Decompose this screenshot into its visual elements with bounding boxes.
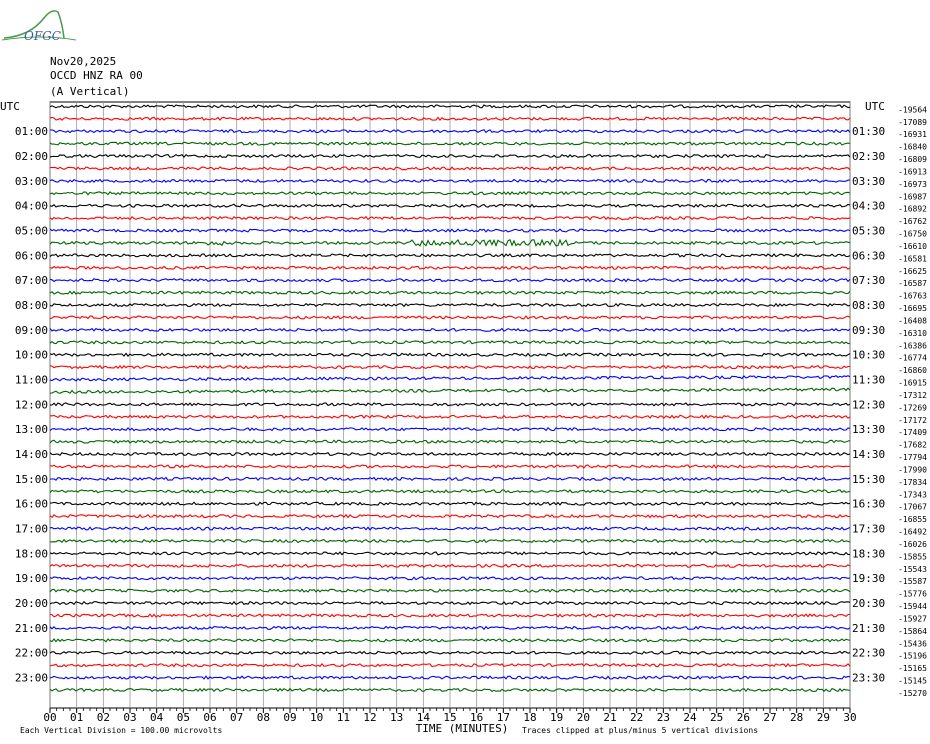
trace-offset-value: -17682 <box>898 440 927 450</box>
left-hour-label: 09:00 <box>14 323 48 337</box>
left-hour-label: 05:00 <box>14 224 48 238</box>
right-hour-label: 03:30 <box>852 174 886 188</box>
left-hour-label: 18:00 <box>14 547 48 561</box>
x-tick-label: 05 <box>176 711 190 724</box>
x-tick-label: 03 <box>123 711 137 724</box>
trace-offset-value: -16913 <box>898 167 927 177</box>
scale-note: Each Vertical Division = 100.00 microvolts <box>20 726 223 735</box>
trace-offset-value: -17067 <box>898 502 927 512</box>
trace-offset-value: -16860 <box>898 366 927 376</box>
right-hour-label: 21:30 <box>852 621 886 635</box>
trace-offset-value: -16695 <box>898 304 927 314</box>
trace-offset-value: -17312 <box>898 390 927 400</box>
trace-offset-value: -16892 <box>898 204 927 214</box>
x-tick-label: 04 <box>150 711 164 724</box>
left-hour-label: 03:00 <box>14 174 48 188</box>
right-hour-label: 19:30 <box>852 572 886 586</box>
trace-offset-value: -16774 <box>898 353 927 363</box>
left-hour-label: 14:00 <box>14 448 48 462</box>
right-hour-label: 07:30 <box>852 274 886 288</box>
left-hour-label: 13:00 <box>14 423 48 437</box>
trace-offset-value: -15436 <box>898 639 927 649</box>
right-hour-label: 15:30 <box>852 472 886 486</box>
right-hour-label: 05:30 <box>852 224 886 238</box>
trace-offset-value: -16310 <box>898 328 927 338</box>
trace-offset-value: -17409 <box>898 428 927 438</box>
x-tick-label: 14 <box>416 711 430 724</box>
right-hour-label: 17:30 <box>852 522 886 536</box>
x-tick-label: 23 <box>656 711 670 724</box>
trace-offset-value: -16386 <box>898 341 927 351</box>
trace-offset-value: -16581 <box>898 254 927 264</box>
left-hour-label: 04:00 <box>14 199 48 213</box>
left-hour-label: 10:00 <box>14 348 48 362</box>
left-hour-label: 07:00 <box>14 274 48 288</box>
left-hour-label: 11:00 <box>14 373 48 387</box>
trace-offset-value: -17990 <box>898 465 927 475</box>
x-tick-label: 18 <box>523 711 537 724</box>
logo-text: OFGC <box>24 29 61 43</box>
trace-offset-value: -16763 <box>898 291 927 301</box>
x-tick-label: 29 <box>816 711 830 724</box>
trace-offset-value: -15855 <box>898 552 927 562</box>
trace-offset-value: -16750 <box>898 229 927 239</box>
trace-offset-value: -16987 <box>898 192 927 202</box>
trace-offset-value: -16809 <box>898 155 927 165</box>
right-hour-label: 18:30 <box>852 547 886 561</box>
x-tick-label: 15 <box>443 711 457 724</box>
right-hour-label: 23:30 <box>852 671 886 685</box>
trace-offset-value: -15927 <box>898 614 927 624</box>
x-tick-label: 30 <box>843 711 857 724</box>
trace-offset-value: -16492 <box>898 527 927 537</box>
trace-offset-value: -16762 <box>898 217 927 227</box>
left-hour-label: 02:00 <box>14 150 48 164</box>
right-hour-label: 14:30 <box>852 448 886 462</box>
left-hour-label: 17:00 <box>14 522 48 536</box>
trace-offset-value: -15776 <box>898 589 927 599</box>
right-hour-label: 22:30 <box>852 646 886 660</box>
trace-offset-value: -16026 <box>898 539 927 549</box>
trace-offset-value: -15196 <box>898 651 927 661</box>
trace-offset-value: -16931 <box>898 130 927 140</box>
trace-offset-value: -16855 <box>898 515 927 525</box>
trace-offset-value: -19564 <box>898 105 927 115</box>
trace-offset-value: -17269 <box>898 403 927 413</box>
x-tick-label: 21 <box>603 711 617 724</box>
header-component: (A Vertical) <box>50 85 130 98</box>
right-hour-label: 12:30 <box>852 398 886 412</box>
left-hour-label: 06:00 <box>14 249 48 263</box>
x-tick-label: 08 <box>256 711 270 724</box>
trace-offset-value: -16610 <box>898 241 927 251</box>
left-utc-label: UTC <box>0 100 20 113</box>
trace-offset-value: -15543 <box>898 564 927 574</box>
x-tick-label: 11 <box>336 711 350 724</box>
header-station: OCCD HNZ RA 00 <box>50 69 143 82</box>
trace-offset-value: -17172 <box>898 415 927 425</box>
left-hour-label: 23:00 <box>14 671 48 685</box>
left-hour-label: 12:00 <box>14 398 48 412</box>
x-tick-label: 19 <box>550 711 564 724</box>
trace-offset-value: -17834 <box>898 477 927 487</box>
x-tick-label: 00 <box>43 711 57 724</box>
trace-offset-value: -15944 <box>898 602 927 612</box>
right-hour-label: 20:30 <box>852 597 886 611</box>
clip-note: Traces clipped at plus/minus 5 vertical divisions <box>522 726 759 735</box>
x-tick-label: 10 <box>310 711 324 724</box>
left-hour-label: 21:00 <box>14 621 48 635</box>
right-hour-label: 06:30 <box>852 249 886 263</box>
left-hour-label: 20:00 <box>14 597 48 611</box>
trace-offset-value: -17794 <box>898 453 927 463</box>
right-hour-label: 04:30 <box>852 199 886 213</box>
trace-offset-value: -15864 <box>898 626 927 636</box>
right-hour-label: 13:30 <box>852 423 886 437</box>
right-hour-label: 02:30 <box>852 150 886 164</box>
x-tick-label: 06 <box>203 711 217 724</box>
right-utc-label: UTC <box>865 100 885 113</box>
trace-offset-value: -16840 <box>898 142 927 152</box>
x-tick-label: 01 <box>70 711 84 724</box>
trace-offset-value: -16625 <box>898 266 927 276</box>
right-hour-label: 11:30 <box>852 373 886 387</box>
trace-offset-value: -16973 <box>898 179 927 189</box>
x-tick-label: 17 <box>496 711 510 724</box>
x-tick-label: 27 <box>763 711 777 724</box>
trace-offset-value: -17343 <box>898 490 927 500</box>
x-tick-label: 25 <box>710 711 724 724</box>
x-tick-label: 16 <box>470 711 484 724</box>
left-hour-label: 08:00 <box>14 299 48 313</box>
x-tick-label: 12 <box>363 711 377 724</box>
x-tick-label: 28 <box>790 711 804 724</box>
trace-offset-value: -15165 <box>898 664 927 674</box>
x-tick-label: 24 <box>683 711 697 724</box>
trace-offset-value: -16915 <box>898 378 927 388</box>
left-hour-label: 01:00 <box>14 125 48 139</box>
trace-offset-value: -17089 <box>898 117 927 127</box>
x-tick-label: 02 <box>96 711 110 724</box>
right-hour-label: 09:30 <box>852 323 886 337</box>
x-tick-label: 20 <box>576 711 590 724</box>
x-tick-label: 13 <box>390 711 404 724</box>
x-tick-label: 07 <box>230 711 244 724</box>
right-hour-label: 10:30 <box>852 348 886 362</box>
trace-offset-value: -16408 <box>898 316 927 326</box>
right-hour-label: 08:30 <box>852 299 886 313</box>
left-hour-label: 15:00 <box>14 472 48 486</box>
left-hour-label: 22:00 <box>14 646 48 660</box>
trace-offset-value: -15587 <box>898 577 927 587</box>
x-axis-title: TIME (MINUTES) <box>415 722 509 735</box>
trace-offset-value: -16587 <box>898 279 927 289</box>
left-hour-label: 19:00 <box>14 572 48 586</box>
x-tick-label: 09 <box>283 711 297 724</box>
right-hour-label: 01:30 <box>852 125 886 139</box>
trace-offset-value: -15145 <box>898 676 927 686</box>
header-date: Nov20,2025 <box>50 55 117 68</box>
left-hour-label: 16:00 <box>14 497 48 511</box>
right-hour-label: 16:30 <box>852 497 886 511</box>
x-tick-label: 26 <box>736 711 750 724</box>
x-tick-label: 22 <box>630 711 644 724</box>
trace-offset-value: -15270 <box>898 688 927 698</box>
